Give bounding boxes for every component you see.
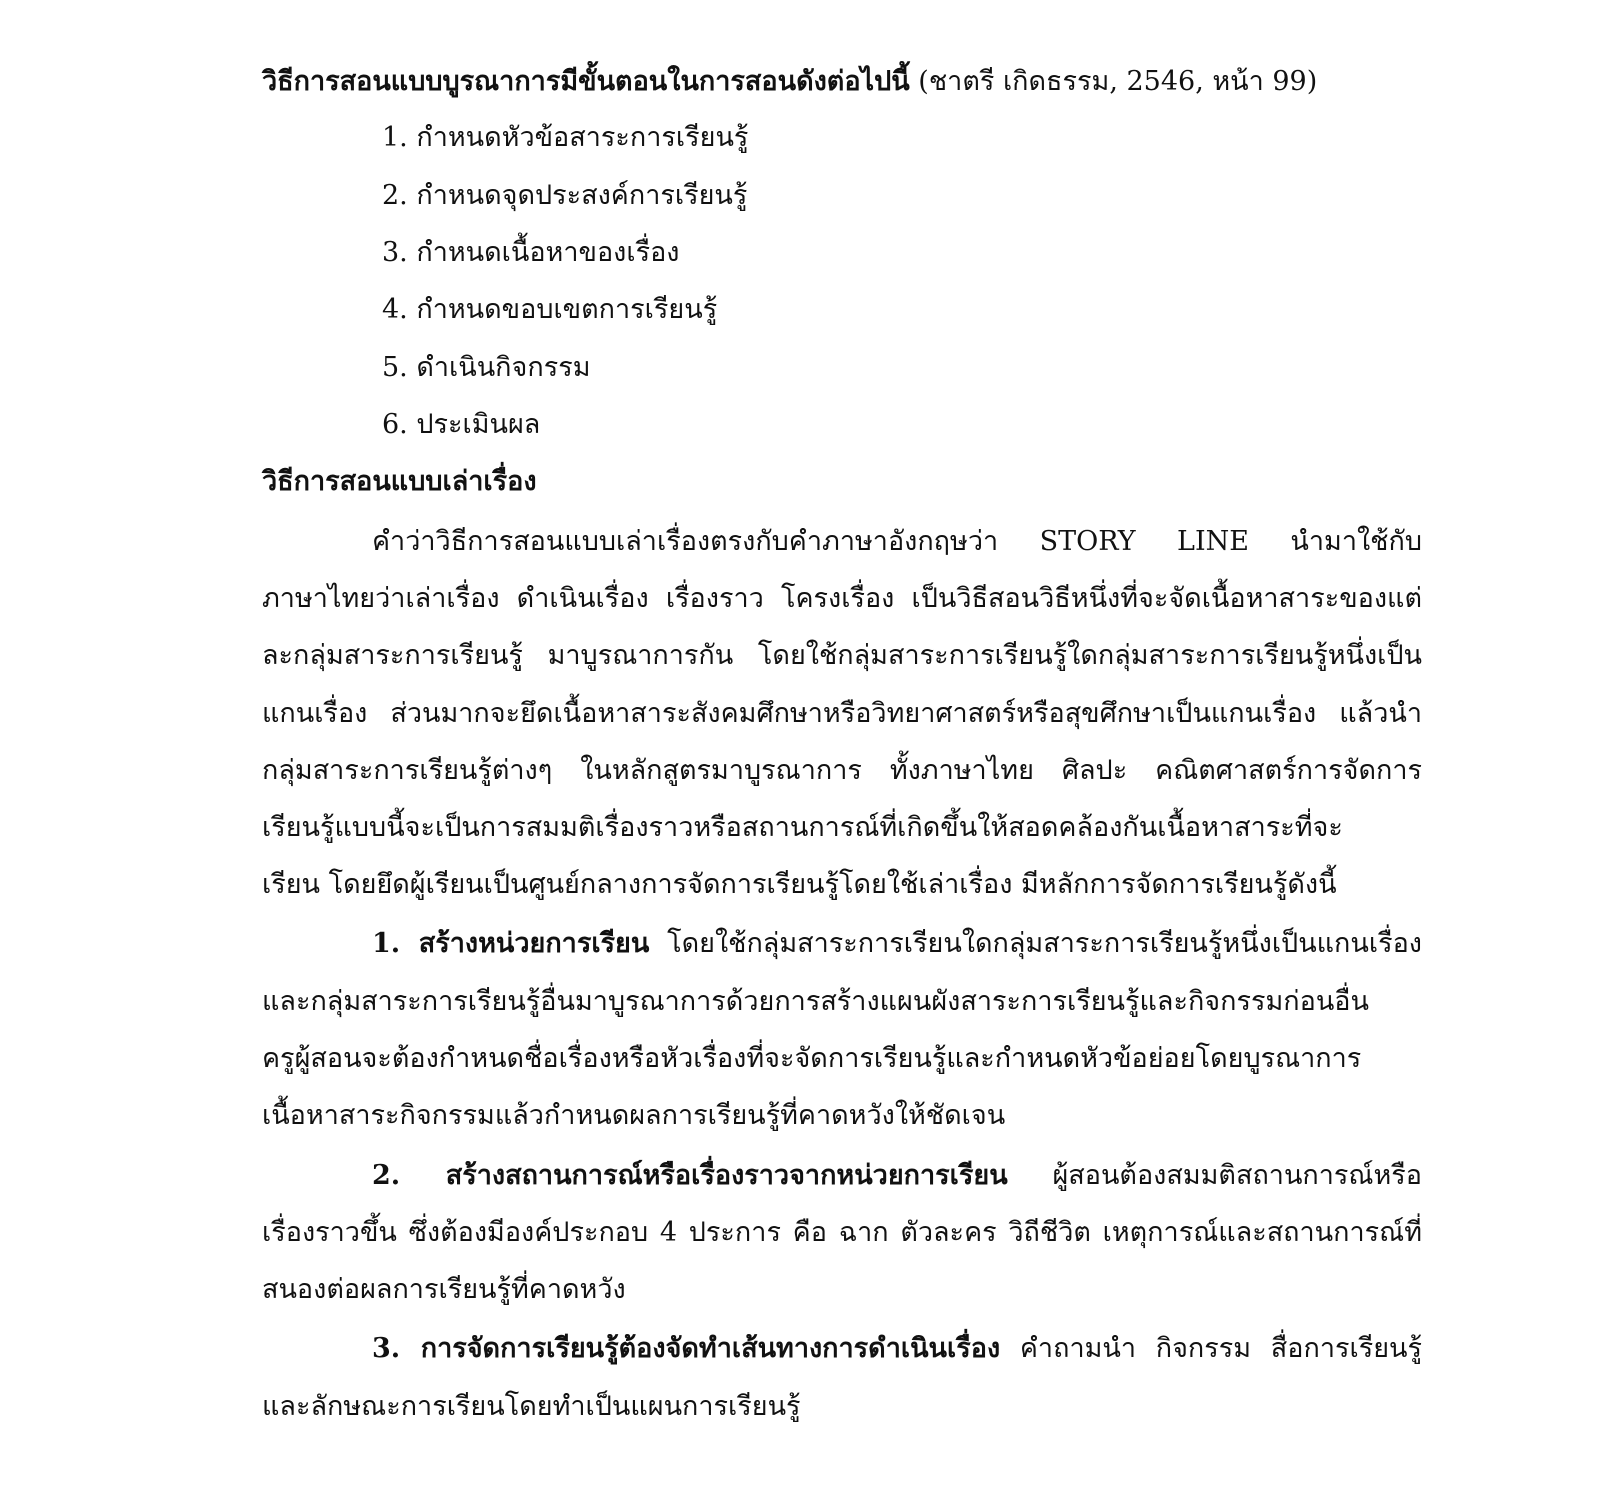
principle-2-first-line bbox=[262, 1154, 1422, 1198]
integrated-heading: วิธีการสอนแบบบูรณาการมีขั้นตอนในการสอนดังต่อไปนี้ bbox=[262, 66, 910, 97]
principle-1-line-3: ครูผู้สอนจะต้องกำหนดชื่อเรื่องหรือหัวเรื่องที่จะจัดการเรียนรู้และกำหนดหัวข้อย่อยโดยบูรณาการ bbox=[262, 1043, 1362, 1074]
principle-3-first-line bbox=[262, 1327, 1422, 1371]
integrated-step-4: 4. กำหนดขอบเขตการเรียนรู้ bbox=[382, 294, 718, 325]
principle-1-line-2: และกลุ่มสาระการเรียนรู้อื่นมาบูรณาการด้วยการสร้างแผนผังสาระการเรียนรู้และกิจกรรมก่อนอื่น bbox=[262, 986, 1369, 1017]
integrated-step-3: 3. กำหนดเนื้อหาของเรื่อง bbox=[382, 237, 680, 268]
principle-1-title: 1. สร้างหน่วยการเรียน bbox=[372, 928, 650, 959]
integrated-step-5: 5. ดำเนินกิจกรรม bbox=[382, 352, 591, 383]
principle-2-line-2: เรื่องราวขึ้น ซึ่งต้องมีองค์ประกอบ 4 ประการ คือ ฉาก ตัวละคร วิถีชีวิต เหตุการณ์และสถานการณ์ที่ bbox=[262, 1217, 1422, 1248]
storyline-paragraph-line-6: เรียนรู้แบบนี้จะเป็นการสมมติเรื่องราวหรือสถานการณ์ที่เกิดขึ้นให้สอดคล้องกันเนื้อหาสาระที่จะ bbox=[262, 812, 1343, 843]
integrated-heading-line bbox=[262, 60, 1422, 104]
principle-1-first-line bbox=[262, 922, 1422, 966]
storyline-paragraph-line-1: คำว่าวิธีการสอนแบบเล่าเรื่องตรงกับคำภาษาอังกฤษว่า STORY LINE นำมาใช้กับ bbox=[372, 526, 1422, 557]
storyline-paragraph-line-5: กลุ่มสาระการเรียนรู้ต่างๆ ในหลักสูตรมาบูรณาการ ทั้งภาษาไทย ศิลปะ คณิตศาสตร์การจัดการ bbox=[262, 755, 1422, 786]
principle-2-text: ผู้สอนต้องสมมติสถานการณ์หรือ bbox=[1007, 1160, 1422, 1191]
integrated-step-2: 2. กำหนดจุดประสงค์การเรียนรู้ bbox=[382, 180, 748, 211]
integrated-step-6: 6. ประเมินผล bbox=[382, 409, 541, 440]
principle-1-line-4: เนื้อหาสาระกิจกรรมแล้วกำหนดผลการเรียนรู้ที่คาดหวังให้ชัดเจน bbox=[262, 1100, 1006, 1131]
principle-2-line-3: สนองต่อผลการเรียนรู้ที่คาดหวัง bbox=[262, 1274, 626, 1305]
integrated-step-1: 1. กำหนดหัวข้อสาระการเรียนรู้ bbox=[382, 122, 749, 153]
principle-2-title: 2. สร้างสถานการณ์หรือเรื่องราวจากหน่วยการเรียน bbox=[372, 1160, 1008, 1191]
storyline-paragraph-line-7: เรียน โดยยึดผู้เรียนเป็นศูนย์กลางการจัดการเรียนรู้โดยใช้เล่าเรื่อง มีหลักการจัดการเรียนรู้ดังนี้ bbox=[262, 869, 1337, 900]
principle-3-text: คำถามนำ กิจกรรม สื่อการเรียนรู้ bbox=[1000, 1333, 1422, 1364]
storyline-paragraph-line-2: ภาษาไทยว่าเล่าเรื่อง ดำเนินเรื่อง เรื่องราว โครงเรื่อง เป็นวิธีสอนวิธีหนึ่งที่จะจัดเนื้อหาสาระของแต่ bbox=[262, 583, 1422, 614]
integrated-citation: (ชาตรี เกิดธรรม, 2546, หน้า 99) bbox=[909, 66, 1318, 97]
principle-1-text: โดยใช้กลุ่มสาระการเรียนใดกลุ่มสาระการเรียนรู้หนึ่งเป็นแกนเรื่อง bbox=[649, 928, 1422, 959]
principle-3-title: 3. การจัดการเรียนรู้ต้องจัดทำเส้นทางการดำเนินเรื่อง bbox=[372, 1333, 1001, 1364]
storyline-paragraph-line-4: แกนเรื่อง ส่วนมากจะยึดเนื้อหาสาระสังคมศึกษาหรือวิทยาศาสตร์หรือสุขศึกษาเป็นแกนเรื่อง แล้วนำ bbox=[262, 698, 1422, 729]
storyline-heading: วิธีการสอนแบบเล่าเรื่อง bbox=[262, 466, 537, 497]
storyline-paragraph-line-3: ละกลุ่มสาระการเรียนรู้ มาบูรณาการกัน โดยใช้กลุ่มสาระการเรียนรู้ใดกลุ่มสาระการเรียนรู้หนึ่งเป็น bbox=[262, 640, 1422, 671]
principle-3-line-2: และลักษณะการเรียนโดยทำเป็นแผนการเรียนรู้ bbox=[262, 1391, 801, 1422]
